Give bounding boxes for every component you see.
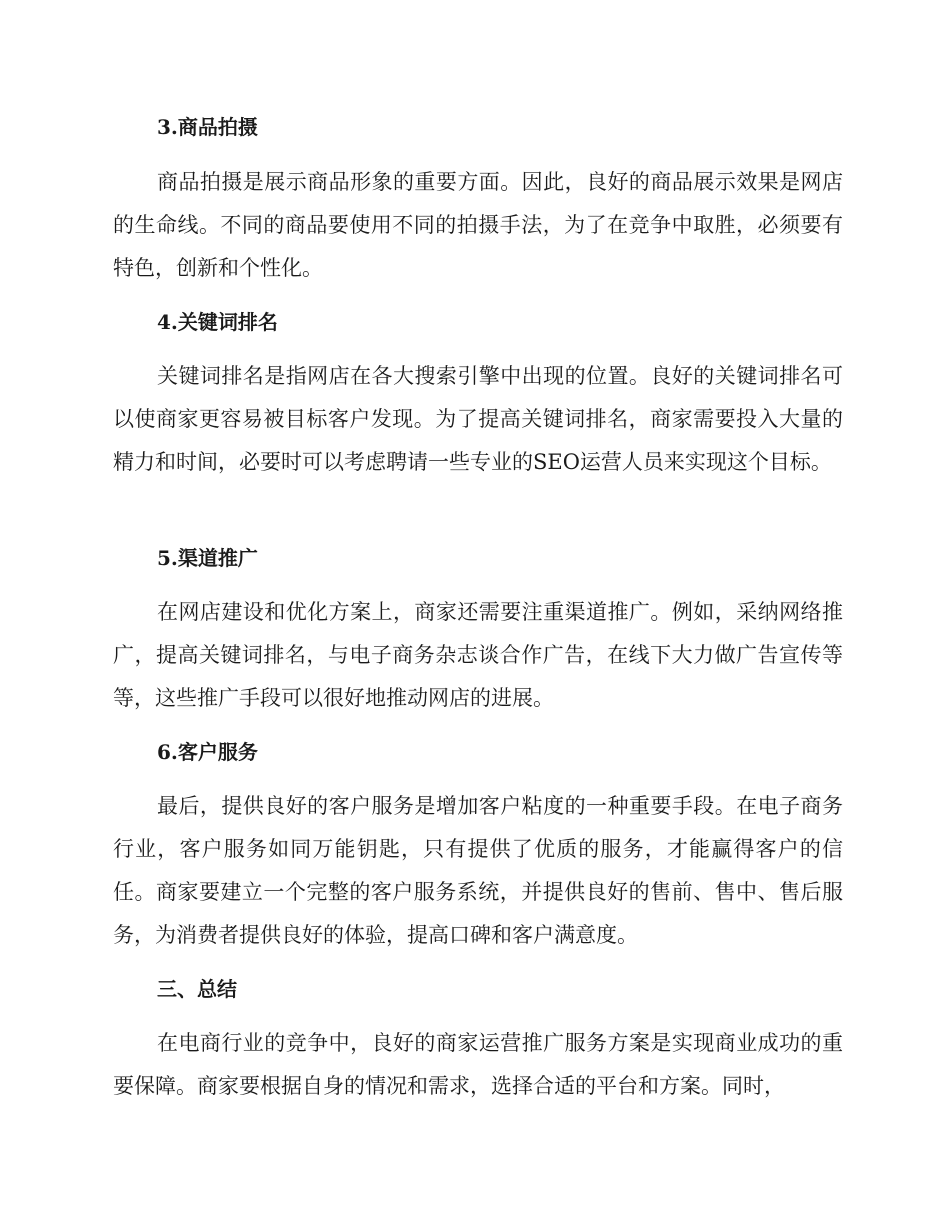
section-heading-keyword-ranking: 4.关键词排名: [157, 310, 278, 334]
section-heading-product-photography: 3.商品拍摄: [157, 115, 258, 139]
section-paragraph-keyword-ranking: 关键词排名是指网店在各大搜索引擎中出现的位置。良好的关键词排名可以使商家更容易被目标客户发现。为了提高关键词排名，商家需要投入大量的精力和时间，必要时可以考虑聘请一些专业的SEO运营人员来实现这个目标。: [113, 364, 843, 474]
section-paragraph-product-photography: 商品拍摄是展示商品形象的重要方面。因此，良好的商品展示效果是网店的生命线。不同的商品要使用不同的拍摄手法，为了在竞争中取胜，必须要有特色，创新和个性化。: [113, 170, 843, 280]
section-paragraph-summary: 在电商行业的竞争中，良好的商家运营推广服务方案是实现商业成功的重要保障。商家要根据自身的情况和需求，选择合适的平台和方案。同时，: [113, 1031, 843, 1098]
section-heading-customer-service: 6.客户服务: [157, 740, 258, 764]
section-paragraph-channel-promotion: 在网店建设和优化方案上，商家还需要注重渠道推广。例如，采纳网络推广，提高关键词排名，与电子商务杂志谈合作广告，在线下大力做广告宣传等等，这些推广手段可以很好地推动网店的进展。: [113, 600, 843, 710]
section-paragraph-customer-service: 最后，提供良好的客户服务是增加客户粘度的一种重要手段。在电子商务行业，客户服务如同万能钥匙，只有提供了优质的服务，才能赢得客户的信任。商家要建立一个完整的客户服务系统，并提供良好的售前、售中、售后服务，为消费者提供良好的体验，提高口碑和客户满意度。: [113, 794, 843, 947]
section-heading-channel-promotion: 5.渠道推广: [157, 546, 258, 570]
section-heading-summary: 三、总结: [157, 977, 237, 1001]
